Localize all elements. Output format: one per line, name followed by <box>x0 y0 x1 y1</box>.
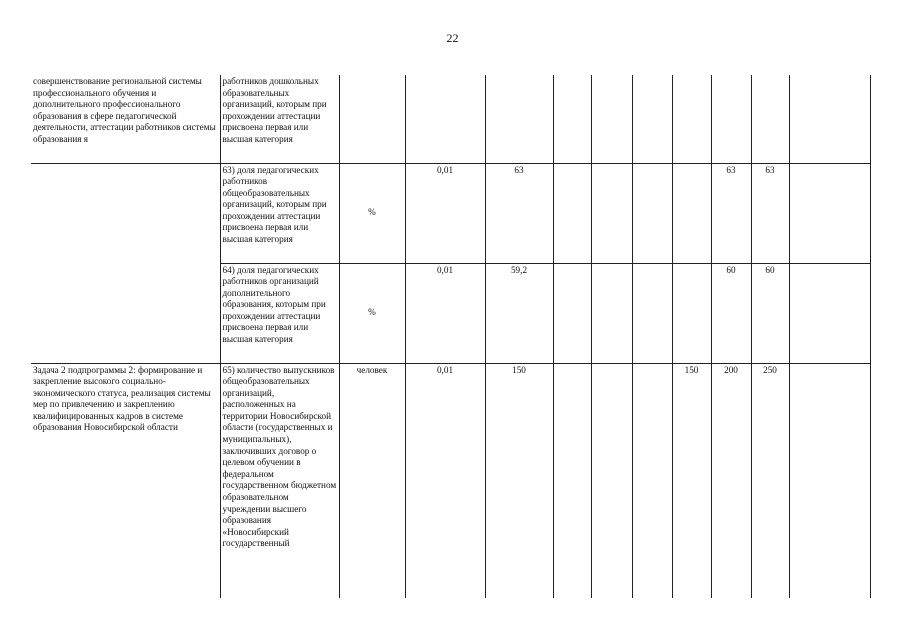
value-cell <box>591 363 632 598</box>
value-cell: 63 <box>751 163 789 263</box>
value-cell <box>672 263 711 363</box>
value-cell <box>632 163 672 263</box>
value-cell: 60 <box>711 263 751 363</box>
value-cell <box>632 363 672 598</box>
base-value-cell <box>485 75 553 163</box>
table-row <box>31 163 870 263</box>
indicator-cell: 64) доля педагогических работников организаций дополнительного образования, которым при прохождении аттестации присвоена первая или высшая категория <box>220 263 339 363</box>
weight-cell: 0,01 <box>405 263 485 363</box>
value-cell: 200 <box>711 363 751 598</box>
value-cell <box>789 263 870 363</box>
unit-cell: % <box>339 263 405 363</box>
value-cell: 250 <box>751 363 789 598</box>
value-cell <box>751 75 789 163</box>
indicator-cell: работников дошкольных образовательных организаций, которым при прохождении аттестации присвоена первая или высшая категория <box>220 75 339 163</box>
weight-cell <box>405 75 485 163</box>
empty-cell <box>553 363 591 598</box>
value-cell <box>711 75 751 163</box>
weight-cell: 0,01 <box>405 363 485 598</box>
table-row <box>31 263 870 363</box>
unit-cell: человек <box>339 363 405 598</box>
empty-cell <box>553 263 591 363</box>
value-cell <box>632 263 672 363</box>
base-value-cell: 59,2 <box>485 263 553 363</box>
task-cell <box>31 263 220 363</box>
unit-cell <box>339 75 405 163</box>
value-cell <box>789 75 870 163</box>
indicators-table <box>31 75 871 598</box>
value-cell <box>789 163 870 263</box>
value-cell <box>591 263 632 363</box>
empty-cell <box>553 163 591 263</box>
value-cell <box>591 163 632 263</box>
value-cell <box>789 363 870 598</box>
value-cell: 150 <box>672 363 711 598</box>
weight-cell: 0,01 <box>405 163 485 263</box>
base-value-cell: 150 <box>485 363 553 598</box>
value-cell <box>632 75 672 163</box>
base-value-cell: 63 <box>485 163 553 263</box>
value-cell: 60 <box>751 263 789 363</box>
task-cell: Задача 2 подпрограммы 2: формирование и закрепление высокого социально-экономического статуса, реализация системы мер по привлечению и закреплению квалифицированных кадров в системе образования Новосибирской области <box>31 363 220 598</box>
page-number: 22 <box>446 31 459 45</box>
task-cell: совершенствование региональной системы профессионального обучения и дополнительного профессионального образования в сфере педагогической деятельности, аттестации работников системы образования я <box>31 75 220 163</box>
indicator-cell: 65) количество выпускников общеобразовательных организаций, расположенных на территории Новосибирской области (государственных и муниципальных), заключивших договор о целевом обучении в федеральном государственном бюджетном образовательном учреждении высшего образования «Новосибирский государственный <box>220 363 339 598</box>
table-row <box>31 363 870 598</box>
value-cell: 63 <box>711 163 751 263</box>
value-cell <box>591 75 632 163</box>
unit-cell: % <box>339 163 405 263</box>
value-cell <box>672 75 711 163</box>
empty-cell <box>553 75 591 163</box>
value-cell <box>672 163 711 263</box>
table-row <box>31 75 870 163</box>
indicator-cell: 63) доля педагогических работников общеобразовательных организаций, которым при прохождении аттестации присвоена первая или высшая категория <box>220 163 339 263</box>
task-cell <box>31 163 220 263</box>
